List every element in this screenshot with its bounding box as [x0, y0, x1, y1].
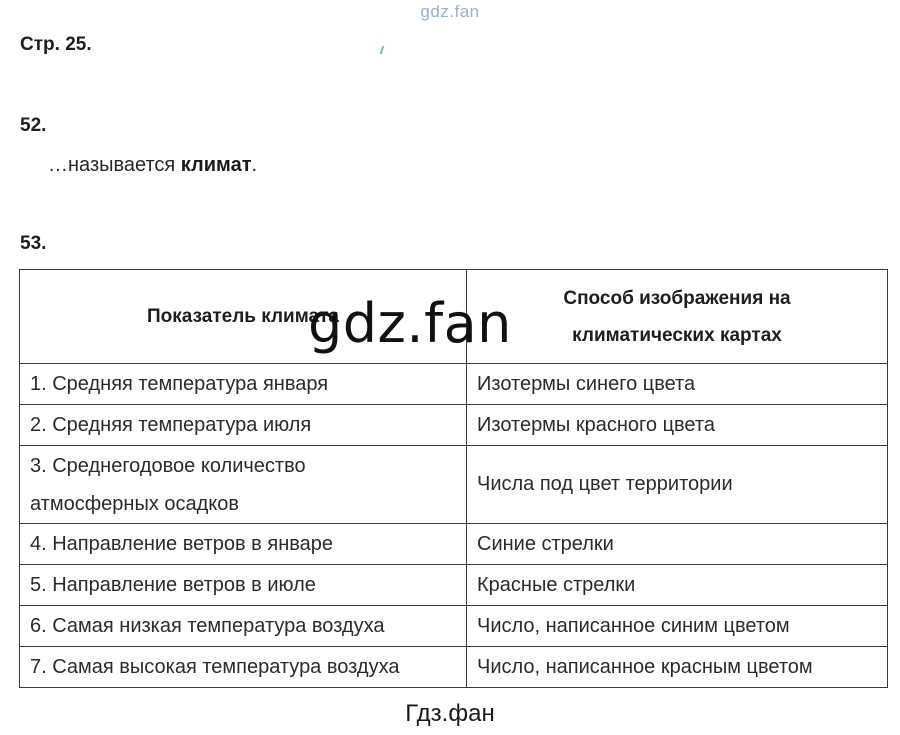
table-row	[20, 565, 888, 606]
table-row	[20, 446, 888, 524]
watermark-large: gdz.fan	[308, 292, 512, 355]
indicator-line2: атмосферных осадков	[30, 492, 240, 515]
indicator-cell: 7. Самая высокая температура воздуха	[20, 647, 467, 688]
table-row	[20, 606, 888, 647]
method-cell: Изотермы синего цвета	[467, 364, 888, 405]
task-52-number: 52.	[20, 115, 47, 136]
indicator-cell: 1. Средняя температура января	[20, 364, 467, 405]
method-cell: Числа под цвет территории	[467, 446, 888, 524]
table-row	[20, 364, 888, 405]
method-cell: Красные стрелки	[467, 565, 888, 606]
indicator-cell	[20, 446, 467, 524]
task-52-text-prefix: …называется	[48, 154, 181, 176]
indicator-cell: 6. Самая низкая температура воздуха	[20, 606, 467, 647]
indicator-cell: 5. Направление ветров в июле	[20, 565, 467, 606]
method-cell: Число, написанное синим цветом	[467, 606, 888, 647]
header-method-line1: Способ изображения на	[563, 287, 791, 309]
table-row	[20, 647, 888, 688]
indicator-cell: 2. Средняя температура июля	[20, 405, 467, 446]
stray-mark	[380, 46, 384, 54]
task-52-text-suffix: .	[251, 154, 258, 176]
indicator-line1: 3. Среднегодовое количество	[30, 454, 306, 477]
header-method-line2: климатических картах	[572, 324, 782, 346]
table-row	[20, 405, 888, 446]
task-52-answer	[48, 154, 257, 177]
table-row	[20, 524, 888, 565]
watermark-top: gdz.fan	[420, 2, 480, 21]
indicator-cell: 4. Направление ветров в январе	[20, 524, 467, 565]
task-53-number: 53.	[20, 233, 47, 254]
task-52-text-bold: климат	[180, 154, 252, 176]
method-cell: Изотермы красного цвета	[467, 405, 888, 446]
header-indicator: Показатель климата	[20, 270, 467, 364]
method-cell: Число, написанное красным цветом	[467, 647, 888, 688]
watermark-bottom: Гдз.фан	[405, 700, 495, 727]
page-reference: Стр. 25.	[20, 34, 92, 55]
header-method	[467, 270, 888, 364]
method-cell: Синие стрелки	[467, 524, 888, 565]
